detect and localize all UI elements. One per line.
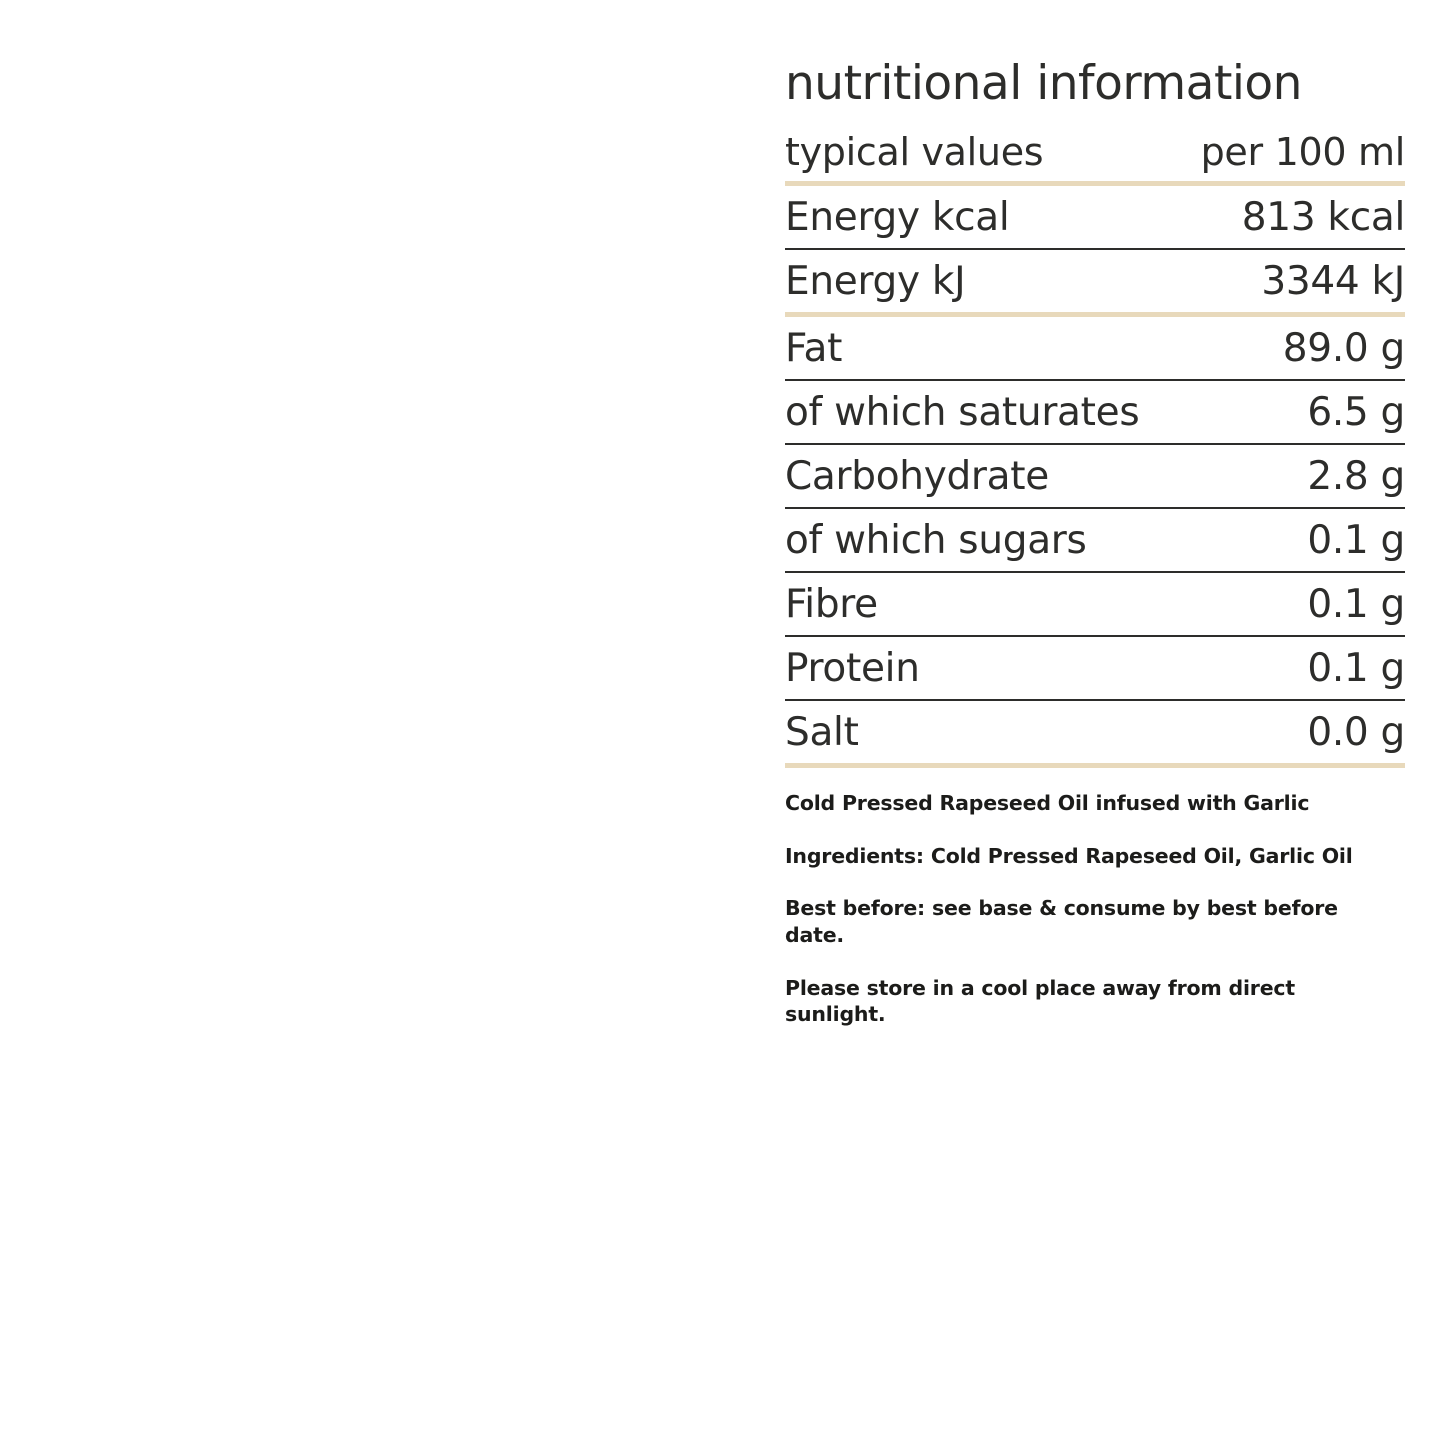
row-label: Energy kcal bbox=[785, 195, 1010, 240]
note-ingredients: Ingredients: Cold Pressed Rapeseed Oil, Garlic Oil bbox=[785, 843, 1353, 868]
table-header-row bbox=[785, 130, 1405, 181]
row-label: Salt bbox=[785, 710, 859, 755]
row-label: of which saturates bbox=[785, 390, 1140, 435]
row-label: Carbohydrate bbox=[785, 454, 1049, 499]
row-value: 2.8 g bbox=[1307, 454, 1405, 499]
table-header-label: typical values bbox=[785, 130, 1044, 174]
row-value: 0.1 g bbox=[1307, 646, 1405, 691]
table-row bbox=[785, 250, 1405, 312]
row-label: Protein bbox=[785, 646, 920, 691]
table-row bbox=[785, 509, 1405, 571]
table-row bbox=[785, 637, 1405, 699]
row-value: 0.0 g bbox=[1307, 710, 1405, 755]
table-row bbox=[785, 186, 1405, 248]
note-product-description: Cold Pressed Rapeseed Oil infused with Garlic bbox=[785, 791, 1310, 815]
row-label: Energy kJ bbox=[785, 259, 966, 304]
row-value: 6.5 g bbox=[1307, 390, 1405, 435]
notes-section bbox=[785, 790, 1405, 1028]
row-value: 89.0 g bbox=[1282, 326, 1405, 371]
page-title: nutritional information bbox=[785, 56, 1302, 111]
row-value: 0.1 g bbox=[1307, 518, 1405, 563]
row-value: 813 kcal bbox=[1241, 195, 1405, 240]
row-label: of which sugars bbox=[785, 518, 1087, 563]
table-row bbox=[785, 445, 1405, 507]
row-value: 0.1 g bbox=[1307, 582, 1405, 627]
row-value: 3344 kJ bbox=[1261, 259, 1405, 304]
table-row bbox=[785, 573, 1405, 635]
note-best-before: Best before: see base & consume by best before date. bbox=[785, 896, 1338, 947]
table-row bbox=[785, 381, 1405, 443]
nutrition-panel bbox=[785, 56, 1405, 1028]
row-label: Fat bbox=[785, 326, 843, 371]
row-label: Fibre bbox=[785, 582, 878, 627]
table-header-value: per 100 ml bbox=[1200, 130, 1405, 174]
note-storage: Please store in a cool place away from direct sunlight. bbox=[785, 975, 1295, 1027]
divider-accent-bottom bbox=[785, 763, 1405, 768]
table-row bbox=[785, 701, 1405, 763]
table-row bbox=[785, 317, 1405, 379]
